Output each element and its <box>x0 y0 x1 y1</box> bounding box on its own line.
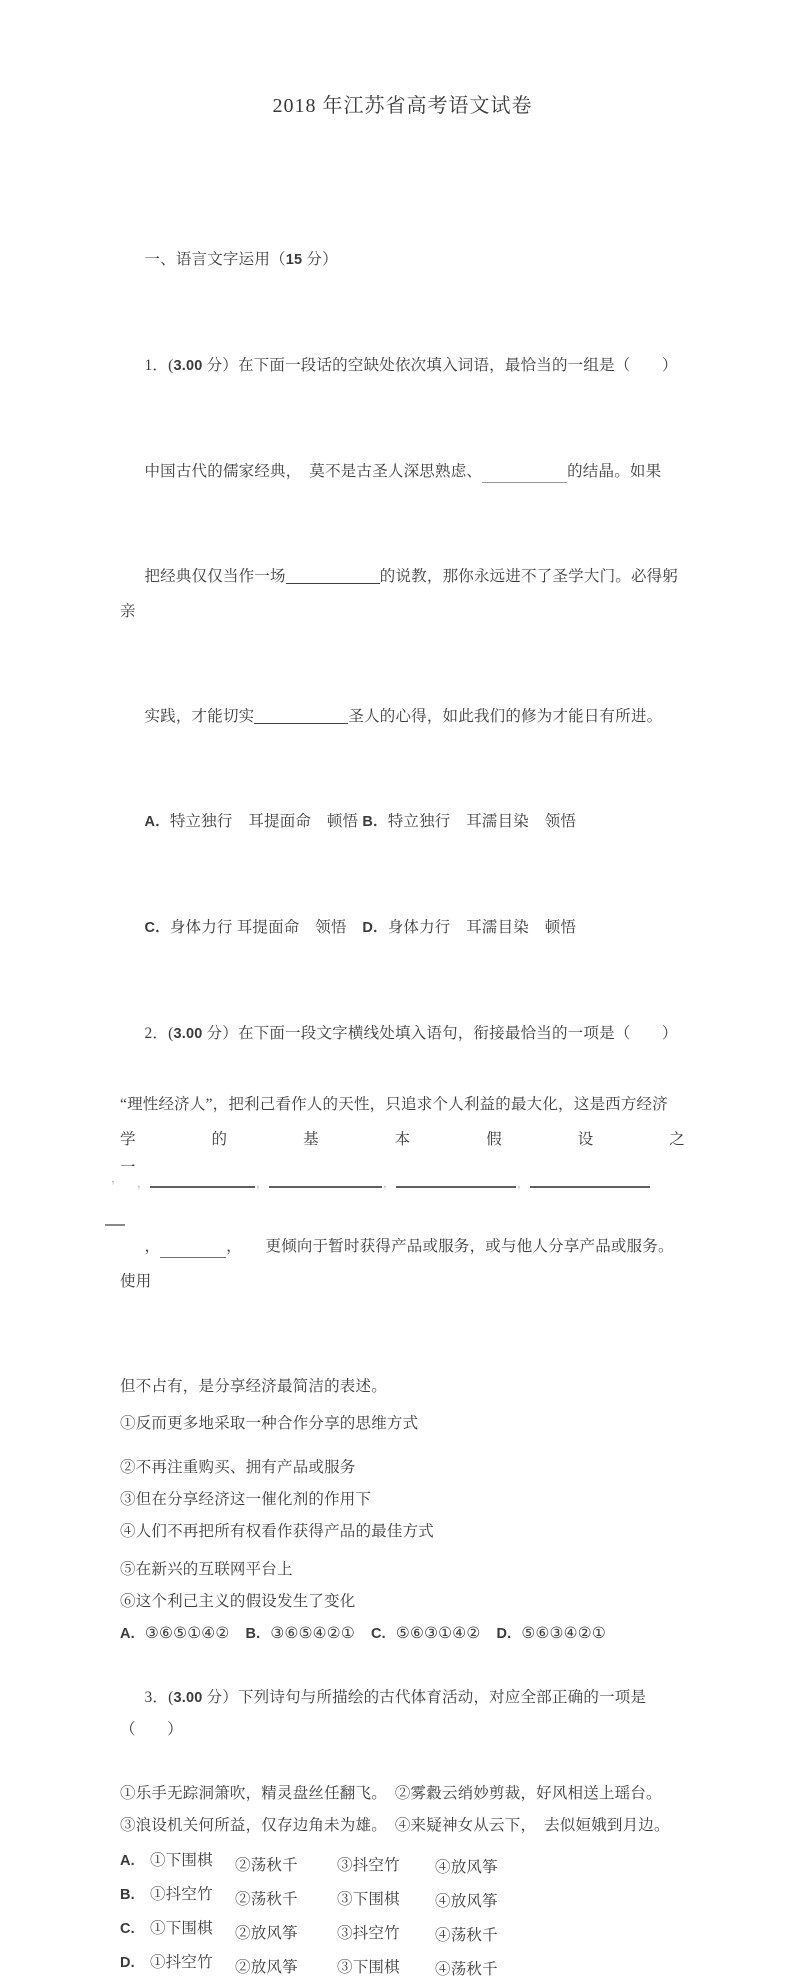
q3-number: 3．( <box>144 1689 174 1706</box>
q2-justified-char: 基 <box>303 1131 319 1148</box>
q1-option-b-text: 特立独行 耳濡目染 领悟 <box>387 813 577 830</box>
q1-option-c-label: C． <box>144 920 170 936</box>
q1-text: 把经典仅仅当作一场 <box>144 568 286 585</box>
q2-option-b-value: ③⑥⑤④②① <box>270 1625 355 1642</box>
table-cell: ④荡秋千 <box>435 1961 498 1978</box>
table-cell: ①下围棋 <box>150 1920 213 1937</box>
row-label: A. <box>120 1853 135 1869</box>
q1-paragraph-line-3 <box>120 664 685 769</box>
table-cell: ②放风筝 <box>235 1959 298 1976</box>
table-cell: ①抖空竹 <box>150 1954 213 1971</box>
table-cell: ④放风筝 <box>435 1893 498 1910</box>
q3-poem-line-1: ①乐手无踪洞箫吹，精灵盘丝任翻飞。 ②雾縠云绡妙剪裁，好风相送上瑶台。 <box>120 1785 662 1802</box>
row-label: B. <box>120 1887 135 1903</box>
table-row-d <box>120 1952 685 1986</box>
q1-paragraph-line-1 <box>120 419 685 524</box>
q2-option-c <box>371 1618 480 1650</box>
q2-number: 2．( <box>144 1025 174 1042</box>
table-cell: ②荡秋千 <box>235 1891 298 1908</box>
q2-justified-line <box>120 1122 685 1157</box>
table-cell: ③下围棋 <box>337 1891 400 1908</box>
fill-blank-4 <box>160 1252 226 1258</box>
q2-option-c-label: C. <box>370 1626 386 1642</box>
q2-text: ， 更倾向于暂时获得产品或服务，或与他人分享产品或服务。使用 <box>120 1238 674 1290</box>
q2-justified-char: 学 <box>120 1131 136 1148</box>
q1-text: 中国古代的儒家经典， 莫不是古圣人深思熟虑、 <box>144 463 483 480</box>
q1-points: 3.00 <box>173 358 203 374</box>
q3-points: 3.00 <box>173 1690 203 1706</box>
q2-points: 3.00 <box>173 1026 203 1042</box>
q1-text: 实践，才能切实 <box>144 708 255 725</box>
q1-option-c-text: 身体力行 耳提面命 领悟 <box>169 919 363 936</box>
blank-segment-3 <box>396 1183 516 1188</box>
section-points: 15 <box>285 252 303 268</box>
q3-options-table <box>120 1850 685 1986</box>
q1-text: 的结晶。如果 <box>567 463 662 480</box>
section-heading <box>120 207 685 313</box>
q2-option-d <box>496 1618 605 1650</box>
q1-paragraph-line-2 <box>120 524 685 664</box>
table-row-c <box>120 1918 685 1952</box>
section-heading-suffix: 分） <box>302 251 338 268</box>
blank-segment-1 <box>150 1183 255 1188</box>
table-cell: ③抖空竹 <box>337 1857 400 1874</box>
q1-text: 圣人的心得，如此我们的修为才能日有所进。 <box>348 708 663 725</box>
blank-separator: ， <box>382 1176 396 1190</box>
q3-poem-line-2: ③浪设机关何所益，仅存边角未为雄。 ④来疑神女从云下， 去似姮娥到月边。 <box>120 1817 670 1834</box>
q2-yi-line: 一 <box>120 1159 136 1176</box>
blank-separator: ， <box>516 1176 530 1190</box>
q1-option-d-label: D． <box>362 920 388 936</box>
q2-item-5: ⑤在新兴的互联网平台上 <box>120 1561 293 1578</box>
q2-option-c-value: ⑤⑥③①④② <box>395 1625 481 1642</box>
q1-option-b-label: B． <box>362 814 388 830</box>
q2-stem-text: 分）在下面一段文字横线处填入语句，衔接最恰当的一项是（ ） <box>202 1025 678 1042</box>
table-cell: ①下围棋 <box>150 1852 213 1869</box>
q2-option-a <box>120 1618 229 1650</box>
q2-option-a-label: A. <box>120 1626 135 1642</box>
table-cell: ①抖空竹 <box>150 1886 213 1903</box>
table-cell: ④放风筝 <box>435 1859 498 1876</box>
q2-option-a-value: ③⑥⑤①④② <box>144 1625 230 1642</box>
q3-stem-text: 分）下列诗句与所描绘的古代体育活动，对应全部正确的一项是（ ） <box>120 1689 647 1738</box>
underline-fragment: ， <box>111 1171 124 1185</box>
table-cell: ②荡秋千 <box>235 1857 298 1874</box>
table-cell: ②放风筝 <box>235 1925 298 1942</box>
blank-separator: ， <box>136 1176 150 1190</box>
q2-options-row <box>120 1618 685 1650</box>
underline-fragment <box>105 1224 125 1226</box>
blank-segment-4 <box>530 1183 650 1188</box>
table-cell: ③抖空竹 <box>337 1925 400 1942</box>
q2-option-d-value: ⑤⑥③④②① <box>521 1625 606 1642</box>
q1-stem-text: 分）在下面一段话的空缺处依次填入词语，最恰当的一组是（ ） <box>202 357 678 374</box>
q2-justified-char: 之 <box>669 1131 685 1148</box>
table-row-a <box>120 1850 685 1884</box>
fill-blank-3 <box>254 718 348 724</box>
q2-item-2: ②不再注重购买、拥有产品或服务 <box>120 1459 356 1476</box>
table-row-b <box>120 1884 685 1918</box>
table-cell: ③下围棋 <box>337 1959 400 1976</box>
q2-text-last: 但不占有，是分享经济最简洁的表述。 <box>120 1378 387 1395</box>
q1-option-a-text: 特立独行 耳提面命 顿悟 <box>169 813 363 830</box>
q1-options-row-2 <box>120 875 685 981</box>
q2-justified-char: 设 <box>577 1131 594 1148</box>
q2-option-b-label: B. <box>245 1626 261 1642</box>
row-label: C. <box>120 1921 135 1937</box>
q1-options-row-1 <box>120 769 685 875</box>
q2-item-6: ⑥这个利己主义的假设发生了变化 <box>120 1593 356 1610</box>
q1-option-d-text: 身体力行 耳濡目染 顿悟 <box>387 919 577 936</box>
blank-separator: ， <box>255 1176 269 1190</box>
q2-justified-char: 假 <box>486 1131 502 1148</box>
q1-option-a-label: A． <box>144 814 170 830</box>
q3-stem <box>120 1650 685 1778</box>
q1-stem <box>120 313 685 419</box>
row-label: D. <box>120 1955 135 1971</box>
q2-option-d-label: D. <box>496 1626 512 1642</box>
section-heading-text: 一、语言文字运用（ <box>144 251 286 268</box>
q2-item-4: ④人们不再把所有权看作获得产品的最佳方式 <box>120 1523 435 1540</box>
q2-item-3: ③但在分享经济这一催化剂的作用下 <box>120 1491 372 1508</box>
q2-option-b <box>245 1618 354 1650</box>
q2-text-line-1: “理性经济人”，把利己看作人的天性，只追求个人利益的最大化，这是西方经济 <box>120 1096 668 1113</box>
blank-segment-2 <box>269 1183 382 1188</box>
q2-stem <box>120 981 685 1087</box>
fill-blank-1 <box>482 477 567 483</box>
q2-justified-char: 本 <box>394 1131 411 1148</box>
q1-text: 的说教，那你永远进不了圣学大门。必得躬亲 <box>120 568 679 620</box>
q2-item-1: ①反而更多地采取一种合作分享的思维方式 <box>120 1415 419 1432</box>
q2-comma-line <box>120 1194 685 1369</box>
fill-blank-2 <box>286 578 380 584</box>
q1-number: 1．( <box>144 357 174 374</box>
q2-text: ， <box>144 1238 161 1255</box>
q2-blank-row <box>111 1171 685 1190</box>
page-title: 2018 年江苏省高考语文试卷 <box>272 95 533 117</box>
table-cell: ④荡秋千 <box>435 1927 498 1944</box>
q2-justified-char: 的 <box>211 1131 228 1148</box>
